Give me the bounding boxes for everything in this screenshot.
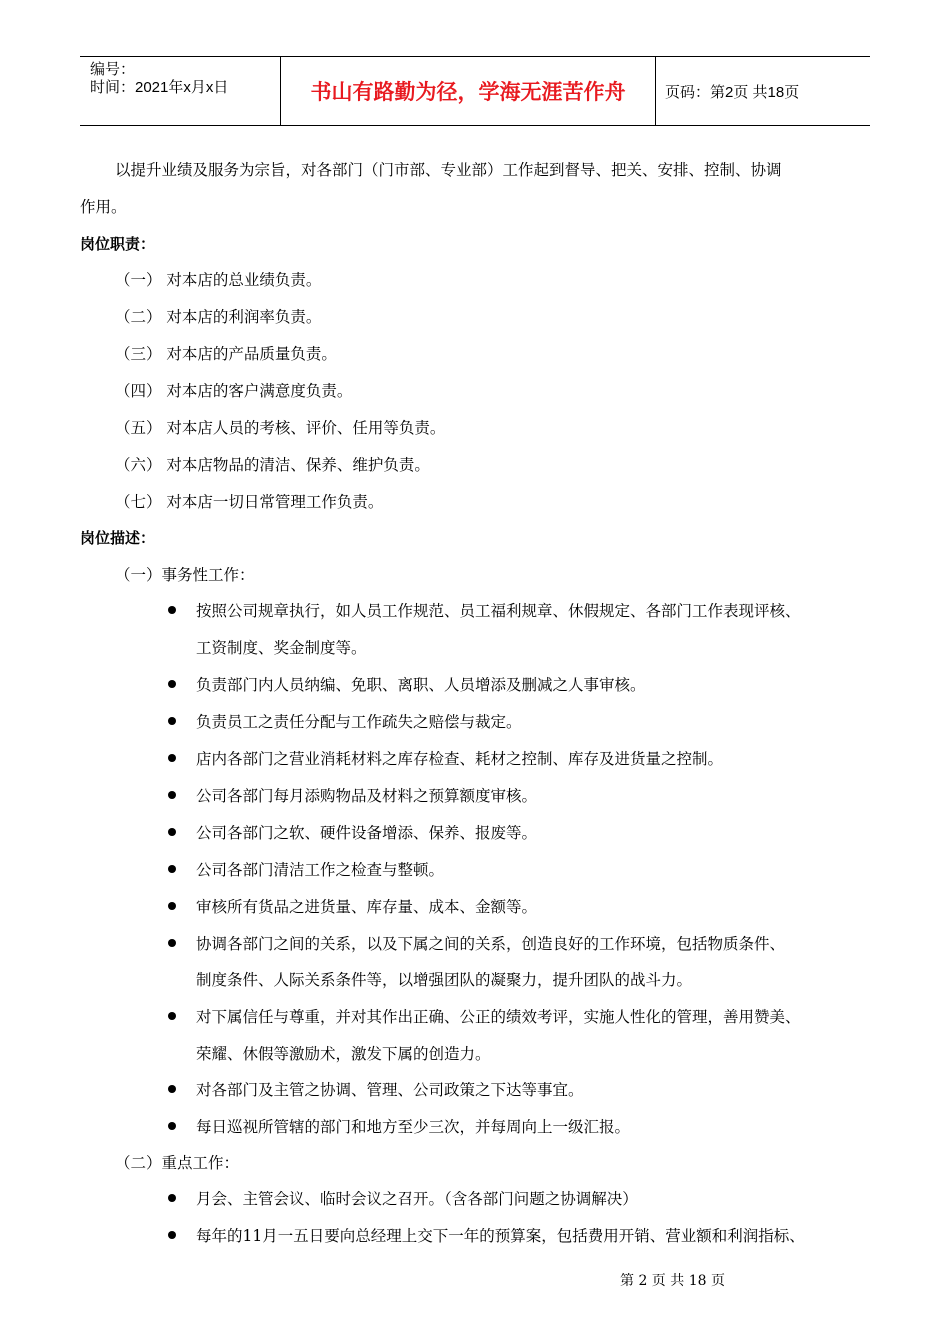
bullet-dot	[168, 606, 176, 614]
header-motto: 书山有路勤为径，学海无涯苦作舟	[280, 57, 656, 125]
duty-item: （三） 对本店的产品质量负责。	[115, 345, 337, 363]
bullet-dot	[168, 1122, 176, 1130]
bullet-text: 审核所有货品之进货量、库存量、成本、金额等。	[196, 898, 538, 916]
bullet-dot	[168, 754, 176, 762]
duty-item: （五） 对本店人员的考核、评价、任用等负责。	[115, 419, 446, 437]
bullet-text: 负责员工之责任分配与工作疏失之赔偿与裁定。	[196, 713, 522, 731]
bullet-dot	[168, 717, 176, 725]
page-footer: 第 2 页 共 18 页	[620, 1273, 725, 1289]
bullet-dot	[168, 828, 176, 836]
intro-line-2: 作用。	[80, 198, 127, 216]
bullet-text: 负责部门内人员纳编、免职、离职、人员增添及删减之人事审核。	[196, 676, 646, 694]
bullet-dot	[168, 1231, 176, 1239]
bullet-dot	[168, 902, 176, 910]
page-header	[80, 56, 870, 126]
bullet-dot	[168, 1194, 176, 1202]
bullet-dot	[168, 680, 176, 688]
duties-heading: 岗位职责：	[80, 235, 156, 253]
bullet-text: 公司各部门之软、硬件设备增添、保养、报废等。	[196, 824, 538, 842]
bullet-text: 月会、主管会议、临时会议之召开。（含各部门问题之协调解决）	[196, 1190, 638, 1208]
bullet-text-cont: 荣耀、休假等激励术，激发下属的创造力。	[196, 1045, 491, 1063]
duty-item: （四） 对本店的客户满意度负责。	[115, 382, 353, 400]
bullet-text: 每日巡视所管辖的部门和地方至少三次，并每周向上一级汇报。	[196, 1118, 631, 1136]
header-page-info: 页码：第2页 共18页	[665, 83, 800, 101]
section1-title: （一）事务性工作：	[115, 566, 255, 584]
bullet-text-cont: 制度条件、人际关系条件等，以增强团队的凝聚力，提升团队的战斗力。	[196, 971, 693, 989]
bullet-text: 按照公司规章执行，如人员工作规范、员工福利规章、休假规定、各部门工作表现评核、	[196, 602, 801, 620]
intro-line-1: 以提升业绩及服务为宗旨，对各部门（门市部、专业部）工作起到督导、把关、安排、控制、协调	[115, 161, 782, 179]
bullet-text: 协调各部门之间的关系，以及下属之间的关系，创造良好的工作环境，包括物质条件、	[196, 935, 786, 953]
time-label: 时间：2021年x月x日	[90, 79, 229, 96]
bullet-dot	[168, 865, 176, 873]
header-meta	[80, 57, 280, 125]
duty-item: （二） 对本店的利润率负责。	[115, 308, 322, 326]
number-label: 编号：	[90, 61, 136, 78]
section2-title: （二）重点工作：	[115, 1154, 240, 1172]
bullet-text: 对各部门及主管之协调、管理、公司政策之下达等事宜。	[196, 1081, 584, 1099]
bullet-text: 店内各部门之营业消耗材料之库存检查、耗材之控制、库存及进货量之控制。	[196, 750, 724, 768]
description-heading: 岗位描述：	[80, 529, 156, 547]
bullet-dot	[168, 1085, 176, 1093]
bullet-text: 公司各部门清洁工作之检查与整顿。	[196, 861, 445, 879]
bullet-text-cont: 工资制度、奖金制度等。	[196, 639, 367, 657]
bullet-text: 每年的11月一五日要向总经理上交下一年的预算案，包括费用开销、营业额和利润指标、	[196, 1227, 805, 1245]
duty-item: （七） 对本店一切日常管理工作负责。	[115, 493, 384, 511]
bullet-text: 公司各部门每月添购物品及材料之预算额度审核。	[196, 787, 538, 805]
duty-item: （一） 对本店的总业绩负责。	[115, 271, 322, 289]
bullet-dot	[168, 1012, 176, 1020]
duty-item: （六） 对本店物品的清洁、保养、维护负责。	[115, 456, 430, 474]
bullet-dot	[168, 939, 176, 947]
bullet-text: 对下属信任与尊重，并对其作出正确、公正的绩效考评，实施人性化的管理，善用赞美、	[196, 1008, 801, 1026]
bullet-dot	[168, 791, 176, 799]
